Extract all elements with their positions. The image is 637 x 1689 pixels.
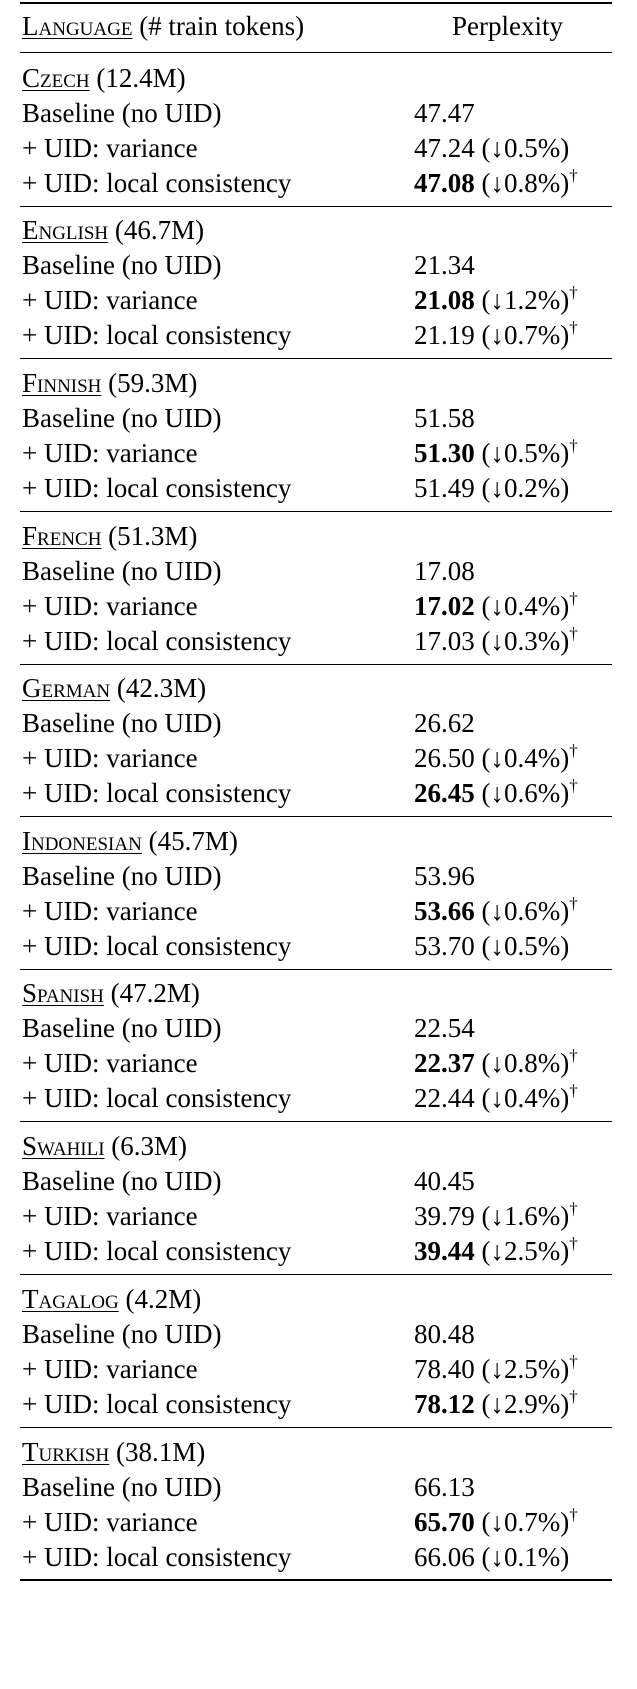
result-row [22, 858, 612, 894]
perplexity-change: (↓1.2%) [474, 285, 570, 315]
perplexity-change: (↓0.5%) [474, 438, 570, 468]
perplexity-value: 65.70 [414, 1507, 475, 1537]
language-name: English [22, 215, 109, 245]
perplexity-cell [414, 1198, 578, 1234]
perplexity-value: 47.47 [414, 98, 475, 128]
result-row [22, 553, 612, 589]
perplexity-cell [414, 1045, 578, 1081]
section-rule [20, 206, 612, 207]
language-title [22, 975, 200, 1011]
result-row [22, 928, 612, 964]
perplexity-value: 21.08 [414, 285, 475, 315]
result-row [22, 588, 612, 624]
model-label: + UID: variance [22, 591, 198, 621]
model-label: + UID: local consistency [22, 626, 292, 656]
perplexity-value: 22.54 [414, 1013, 475, 1043]
significance-dagger: † [569, 894, 578, 913]
model-label: + UID: variance [22, 743, 198, 773]
result-row [22, 400, 612, 436]
model-label: Baseline (no UID) [22, 98, 222, 128]
perplexity-value: 22.37 [414, 1048, 475, 1078]
model-label: + UID: variance [22, 1354, 198, 1384]
model-label: + UID: local consistency [22, 168, 292, 198]
perplexity-cell [414, 1080, 578, 1116]
language-train-tokens: (4.2M) [118, 1284, 202, 1314]
result-row [22, 705, 612, 741]
perplexity-change: (↓0.3%) [474, 626, 570, 656]
perplexity-value: 51.58 [414, 403, 475, 433]
perplexity-cell [414, 928, 569, 964]
perplexity-cell [414, 775, 578, 811]
language-name: German [22, 673, 111, 703]
model-label: + UID: local consistency [22, 931, 292, 961]
language-title [22, 1434, 205, 1470]
perplexity-change: (↓0.1%) [474, 1542, 570, 1572]
result-row [22, 775, 612, 811]
section-rule [20, 969, 612, 970]
perplexity-change: (↓0.5%) [474, 931, 570, 961]
perplexity-change: (↓0.2%) [474, 473, 570, 503]
language-train-tokens: (38.1M) [109, 1437, 206, 1467]
result-row [22, 1080, 612, 1116]
perplexity-value: 53.96 [414, 861, 475, 891]
perplexity-cell [414, 1504, 578, 1540]
perplexity-value: 53.70 [414, 931, 475, 961]
result-row [22, 130, 612, 166]
result-row [22, 1351, 612, 1387]
perplexity-cell [414, 165, 578, 201]
result-row [22, 623, 612, 659]
language-train-tokens: (6.3M) [104, 1131, 188, 1161]
model-label: Baseline (no UID) [22, 1472, 222, 1502]
perplexity-value: 17.02 [414, 591, 475, 621]
perplexity-value: 26.45 [414, 778, 475, 808]
language-train-tokens: (51.3M) [101, 521, 198, 551]
section-rule [20, 358, 612, 359]
model-label: Baseline (no UID) [22, 1166, 222, 1196]
language-title [22, 670, 206, 706]
result-row [22, 247, 612, 283]
language-name: Turkish [22, 1437, 110, 1467]
perplexity-value: 78.40 [414, 1354, 475, 1384]
language-title [22, 1281, 201, 1317]
perplexity-value: 80.48 [414, 1319, 475, 1349]
result-row [22, 1504, 612, 1540]
perplexity-value: 40.45 [414, 1166, 475, 1196]
language-title-row [22, 1281, 612, 1317]
language-title-row [22, 670, 612, 706]
perplexity-cell [414, 553, 475, 589]
perplexity-cell [414, 1316, 475, 1352]
model-label: Baseline (no UID) [22, 556, 222, 586]
perplexity-value: 47.08 [414, 168, 475, 198]
result-row [22, 95, 612, 131]
perplexity-cell [414, 435, 578, 471]
language-title [22, 365, 197, 401]
language-train-tokens: (42.3M) [110, 673, 207, 703]
language-title [22, 1128, 187, 1164]
result-row [22, 435, 612, 471]
language-title [22, 823, 238, 859]
language-title-row [22, 518, 612, 554]
model-label: + UID: variance [22, 1048, 198, 1078]
language-name: Czech [22, 63, 90, 93]
perplexity-change: (↓0.4%) [474, 743, 570, 773]
model-label: + UID: variance [22, 1201, 198, 1231]
result-row [22, 317, 612, 353]
section-rule [20, 664, 612, 665]
significance-dagger: † [569, 1505, 578, 1524]
section-rule [20, 1274, 612, 1275]
result-row [22, 1163, 612, 1199]
section-rule [20, 1427, 612, 1428]
bottom-rule [20, 1579, 612, 1581]
perplexity-change: (↓1.6%) [474, 1201, 570, 1231]
result-row [22, 1316, 612, 1352]
model-label: Baseline (no UID) [22, 403, 222, 433]
language-name: Indonesian [22, 826, 142, 856]
perplexity-change: (↓0.6%) [474, 896, 570, 926]
perplexity-change: (↓2.9%) [474, 1389, 570, 1419]
language-title [22, 212, 204, 248]
perplexity-cell [414, 858, 475, 894]
perplexity-value: 66.06 [414, 1542, 475, 1572]
language-name: French [22, 521, 102, 551]
perplexity-cell [414, 317, 578, 353]
model-label: Baseline (no UID) [22, 1013, 222, 1043]
perplexity-value: 51.30 [414, 438, 475, 468]
perplexity-change: (↓0.8%) [474, 168, 570, 198]
train-tokens-header-note: (# train tokens) [132, 11, 305, 41]
model-label: + UID: variance [22, 133, 198, 163]
perplexity-change: (↓0.6%) [474, 778, 570, 808]
language-title [22, 60, 186, 96]
language-title-row [22, 823, 612, 859]
perplexity-cell [414, 130, 569, 166]
model-label: + UID: local consistency [22, 1236, 292, 1266]
result-row [22, 1010, 612, 1046]
significance-dagger: † [569, 1081, 578, 1100]
result-row [22, 1386, 612, 1422]
result-row [22, 1198, 612, 1234]
perplexity-cell [414, 400, 475, 436]
significance-dagger: † [569, 624, 578, 643]
significance-dagger: † [569, 776, 578, 795]
model-label: + UID: variance [22, 1507, 198, 1537]
perplexity-value: 26.50 [414, 743, 475, 773]
significance-dagger: † [569, 166, 578, 185]
language-title-row [22, 212, 612, 248]
perplexity-cell [414, 282, 578, 318]
language-title-row [22, 60, 612, 96]
significance-dagger: † [569, 436, 578, 455]
perplexity-change: (↓0.8%) [474, 1048, 570, 1078]
significance-dagger: † [569, 1234, 578, 1253]
top-rule [20, 2, 612, 4]
perplexity-cell [414, 95, 475, 131]
significance-dagger: † [569, 741, 578, 760]
language-title-row [22, 1128, 612, 1164]
language-name: Finnish [22, 368, 102, 398]
result-row [22, 1045, 612, 1081]
result-row [22, 740, 612, 776]
section-rule [20, 511, 612, 512]
language-train-tokens: (12.4M) [89, 63, 186, 93]
language-name: Swahili [22, 1131, 105, 1161]
perplexity-cell [414, 1163, 475, 1199]
model-label: + UID: variance [22, 285, 198, 315]
language-train-tokens: (59.3M) [101, 368, 198, 398]
perplexity-cell [414, 1386, 578, 1422]
perplexity-value: 47.24 [414, 133, 475, 163]
model-label: + UID: local consistency [22, 320, 292, 350]
significance-dagger: † [569, 1199, 578, 1218]
result-row [22, 893, 612, 929]
perplexity-cell [414, 1469, 475, 1505]
perplexity-change: (↓0.5%) [474, 133, 570, 163]
language-name: Tagalog [22, 1284, 119, 1314]
model-label: + UID: variance [22, 896, 198, 926]
perplexity-change: (↓0.4%) [474, 591, 570, 621]
perplexity-cell [414, 1010, 475, 1046]
perplexity-change: (↓0.4%) [474, 1083, 570, 1113]
language-title-row [22, 975, 612, 1011]
language-title-row [22, 1434, 612, 1470]
perplexity-change: (↓2.5%) [474, 1354, 570, 1384]
model-label: + UID: local consistency [22, 778, 292, 808]
perplexity-value: 21.34 [414, 250, 475, 280]
perplexity-cell [414, 588, 578, 624]
section-rule [20, 1121, 612, 1122]
perplexity-cell [414, 247, 475, 283]
language-header-label: Language [22, 11, 133, 41]
perplexity-value: 66.13 [414, 1472, 475, 1502]
language-train-tokens: (47.2M) [103, 978, 200, 1008]
model-label: + UID: variance [22, 438, 198, 468]
model-label: + UID: local consistency [22, 1083, 292, 1113]
perplexity-value: 39.79 [414, 1201, 475, 1231]
header-rule [20, 52, 612, 53]
result-row [22, 282, 612, 318]
model-label: + UID: local consistency [22, 1542, 292, 1572]
perplexity-value: 21.19 [414, 320, 475, 350]
perplexity-cell [414, 740, 578, 776]
perplexity-cell [414, 1233, 578, 1269]
model-label: Baseline (no UID) [22, 861, 222, 891]
significance-dagger: † [569, 589, 578, 608]
perplexity-change: (↓0.7%) [474, 1507, 570, 1537]
significance-dagger: † [569, 1352, 578, 1371]
perplexity-value: 78.12 [414, 1389, 475, 1419]
perplexity-cell [414, 623, 578, 659]
perplexity-change: (↓2.5%) [474, 1236, 570, 1266]
result-row [22, 165, 612, 201]
perplexity-value: 26.62 [414, 708, 475, 738]
perplexity-value: 17.08 [414, 556, 475, 586]
significance-dagger: † [569, 1387, 578, 1406]
language-name: Spanish [22, 978, 104, 1008]
model-label: Baseline (no UID) [22, 708, 222, 738]
perplexity-cell [414, 1351, 578, 1387]
model-label: + UID: local consistency [22, 473, 292, 503]
significance-dagger: † [569, 1046, 578, 1065]
perplexity-value: 22.44 [414, 1083, 475, 1113]
perplexity-value: 51.49 [414, 473, 475, 503]
perplexity-cell [414, 705, 475, 741]
perplexity-column-header: Perplexity [452, 11, 563, 41]
perplexity-value: 53.66 [414, 896, 475, 926]
perplexity-cell [414, 470, 569, 506]
result-row [22, 1233, 612, 1269]
perplexity-cell [414, 893, 578, 929]
result-row [22, 1469, 612, 1505]
perplexity-cell [414, 1539, 569, 1575]
perplexity-change: (↓0.7%) [474, 320, 570, 350]
result-row [22, 1539, 612, 1575]
perplexity-value: 39.44 [414, 1236, 475, 1266]
model-label: + UID: local consistency [22, 1389, 292, 1419]
significance-dagger: † [569, 283, 578, 302]
language-column-header [22, 8, 304, 44]
model-label: Baseline (no UID) [22, 1319, 222, 1349]
table-header-row [22, 8, 612, 44]
language-train-tokens: (45.7M) [141, 826, 238, 856]
significance-dagger: † [569, 318, 578, 337]
language-train-tokens: (46.7M) [108, 215, 205, 245]
language-title-row [22, 365, 612, 401]
language-title [22, 518, 197, 554]
model-label: Baseline (no UID) [22, 250, 222, 280]
result-row [22, 470, 612, 506]
perplexity-value: 17.03 [414, 626, 475, 656]
section-rule [20, 816, 612, 817]
